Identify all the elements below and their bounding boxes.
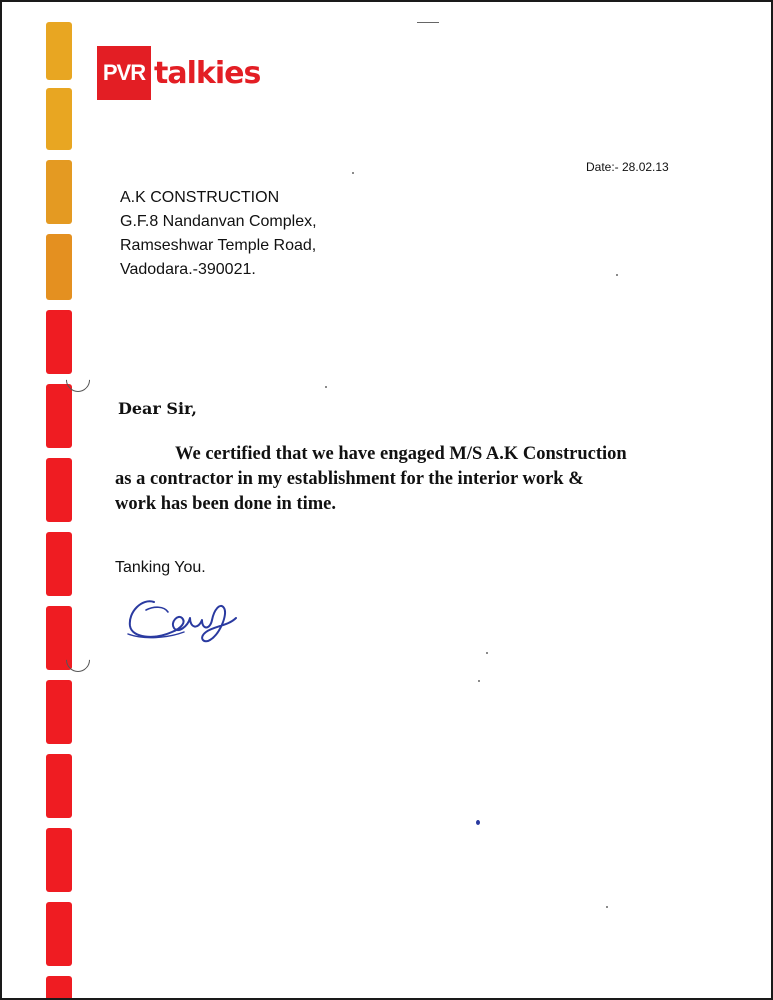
scan-speck [325,386,327,388]
strip-segment [46,902,72,966]
strip-segment [46,234,72,300]
strip-segment [46,22,72,80]
scan-speck [486,652,488,654]
salutation: Dear Sir, [118,399,197,418]
pvr-talkies-logo [97,46,260,100]
handwritten-signature-icon [124,588,242,648]
scan-mark [417,22,439,23]
logo-word-text: talkies [154,55,261,91]
strip-segment [46,310,72,374]
strip-segment [46,384,72,448]
strip-segment [46,976,72,1000]
strip-segment [46,680,72,744]
letter-body [115,442,715,517]
letter-date: Date:- 28.02.13 [586,160,669,174]
scan-speck [352,172,354,174]
recipient-address [120,186,317,282]
strip-segment [46,458,72,522]
decorative-color-strip [2,2,76,1000]
address-line-company: A.K CONSTRUCTION [120,189,280,206]
logo-box-text: PVR [97,46,151,100]
strip-segment [46,160,72,224]
strip-segment [46,88,72,150]
strip-segment [46,532,72,596]
body-line: work has been done in time. [115,494,336,514]
scan-speck [478,680,480,682]
address-line-city: Vadodara.-390021. [120,261,256,278]
body-line: We certified that we have engaged M/S A.K Construction [175,444,627,464]
scan-speck [616,274,618,276]
strip-segment [46,754,72,818]
ink-dot [476,820,480,825]
strip-segment [46,828,72,892]
address-line-road: Ramseshwar Temple Road, [120,237,317,254]
body-line: as a contractor in my establishment for the interior work & [115,469,584,489]
address-line-building: G.F.8 Nandanvan Complex, [120,213,317,230]
scan-speck [606,906,608,908]
closing-text: Tanking You. [115,559,206,576]
